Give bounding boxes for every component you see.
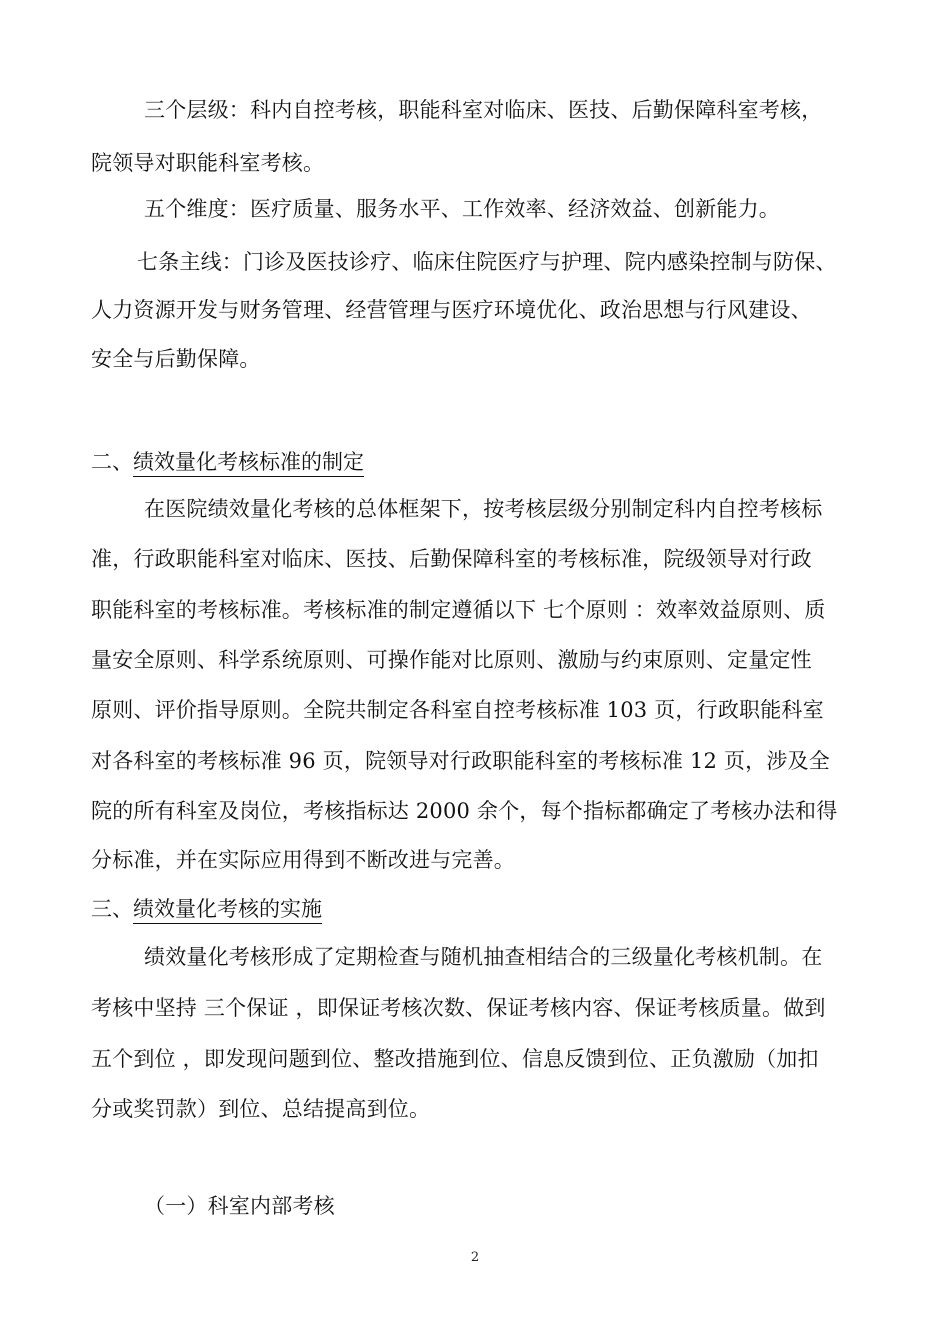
subsection-heading: （一）科室内部考核 bbox=[144, 1194, 335, 1218]
section-title: 绩效量化考核标准的制定 bbox=[133, 450, 364, 477]
intro-line: 安全与后勤保障。 bbox=[91, 347, 261, 371]
body-line: 职能科室的考核标准。考核标准的制定遵循以下 七个原则 ：效率效益原则、质 bbox=[91, 598, 826, 622]
body-line: 绩效量化考核形成了定期检查与随机抽查相结合的三级量化考核机制。在 bbox=[144, 945, 823, 969]
body-line: 准，行政职能科室对临床、医技、后勤保障科室的考核标准，院级领导对行政 bbox=[91, 547, 812, 571]
section-heading bbox=[91, 449, 364, 475]
page-number: 2 bbox=[470, 1250, 480, 1265]
section-heading bbox=[91, 896, 322, 922]
body-line: 对各科室的考核标准 96 页，院领导对行政职能科室的考核标准 12 页，涉及全 bbox=[91, 749, 830, 773]
body-line: 五个到位 ，即发现问题到位、整改措施到位、信息反馈到位、正负激励（加扣 bbox=[91, 1047, 819, 1071]
body-line: 原则、评价指导原则。全院共制定各科室自控考核标准 103 页，行政职能科室 bbox=[91, 698, 824, 722]
section-number: 三、 bbox=[91, 897, 133, 921]
body-line: 分标准，并在实际应用得到不断改进与完善。 bbox=[91, 848, 515, 872]
body-line: 院的所有科室及岗位，考核指标达 2000 余个，每个指标都确定了考核办法和得 bbox=[91, 799, 838, 823]
section-number: 二、 bbox=[91, 450, 133, 474]
body-line: 量安全原则、科学系统原则、可操作能对比原则、激励与约束原则、定量定性 bbox=[91, 648, 812, 672]
intro-line: 五个维度：医疗质量、服务水平、工作效率、经济效益、创新能力。 bbox=[144, 197, 780, 221]
intro-line: 人力资源开发与财务管理、经营管理与医疗环境优化、政治思想与行风建设、 bbox=[91, 298, 812, 322]
body-line: 考核中坚持 三个保证 ，即保证考核次数、保证考核内容、保证考核质量。做到 bbox=[91, 996, 826, 1020]
body-line: 分或奖罚款）到位、总结提高到位。 bbox=[91, 1097, 431, 1121]
intro-line: 三个层级：科内自控考核，职能科室对临床、医技、后勤保障科室考核， bbox=[144, 98, 823, 122]
section-title: 绩效量化考核的实施 bbox=[133, 897, 322, 924]
body-line: 在医院绩效量化考核的总体框架下，按考核层级分别制定科内自控考核标 bbox=[144, 497, 823, 521]
intro-line: 七条主线：门诊及医技诊疗、临床住院医疗与护理、院内感染控制与防保、 bbox=[137, 250, 837, 274]
intro-line: 院领导对职能科室考核。 bbox=[91, 151, 325, 175]
